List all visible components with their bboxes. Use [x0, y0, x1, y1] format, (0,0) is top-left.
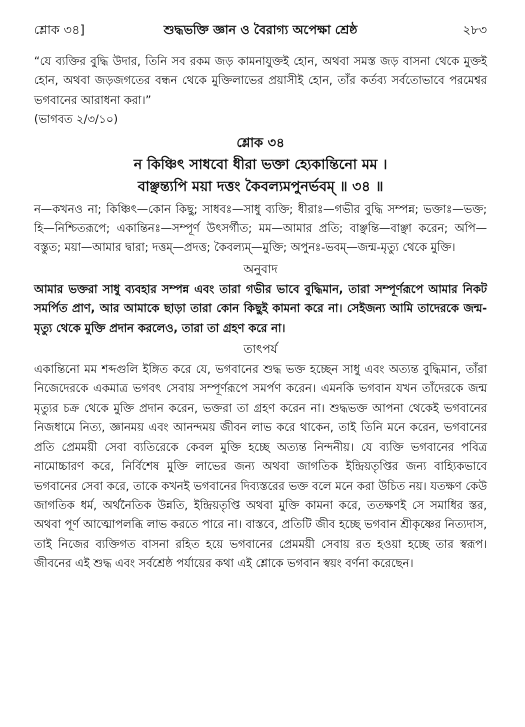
page-body	[34, 52, 487, 574]
word-for-word-synonyms: ন—কখনও না; কিঞ্চিৎ—কোন কিছু; সাধবঃ—সাধু ব্যক্তি; ধীরাঃ—গভীর বুদ্ধি সম্পন্ন; ভক্তাঃ—ভক্ত; হি—নিশ্চিতরূপে; একান্তিনঃ—সম্পূর্ণ উৎসর্গীত; মম—আমার প্রতি; বাঞ্ছন্তি—বাঞ্ছা করেন; অপি—বস্তুত; ময়া—আমার দ্বারা; দত্তম্—প্রদত্ত; কৈবল্যম্—মুক্তি; অপুনঃ-ভবম্—জন্ম-মৃত্যু থেকে মুক্তি।	[34, 201, 487, 255]
verse-number: শ্লোক ৩৪	[236, 135, 285, 151]
purport-text: একান্তিনো মম শব্দগুলি ইঙ্গিত করে যে, ভগবানের শুদ্ধ ভক্ত হচ্ছেন সাধু এবং অত্যন্ত বুদ্ধিমান, তাঁরা নিজেদেরকে একমাত্র ভগবৎ সেবায় সম্পূর্ণরূপে সমর্পণ করেন। এমনকি ভগবান যখন তাঁদেরকে জন্ম মৃত্যুর চক্র থেকে মুক্তি প্রদান করেন, ভক্তরা তা গ্রহণ করেন না। শুদ্ধভক্ত আপনা থেকেই ভগবানের নিজধামে নিত্য, জ্ঞানময় এবং আনন্দময় জীবন লাভ করে থাকেন, তাই তিনি মনে করেন, ভগবানের প্রতি প্রেমময়ী সেবা ব্যতিরেকে কেবল মুক্তি হচ্ছে অত্যন্ত নিন্দনীয়। যে ব্যক্তি ভগবানের পবিত্র নামোচ্চারণ করে, নির্বিশেষ মুক্তি লাভের জন্য অথবা জাগতিক ইন্দ্রিয়তৃপ্তির জন্য বাহ্যিকভাবে ভগবানের সেবা করে, তাকে কখনই ভগবানের দিব্যস্তরের ভক্ত বলে মনে করা উচিত নয়। যতক্ষণ কেউ জাগতিক ধর্ম, অর্থনৈতিক উন্নতি, ইন্দ্রিয়তৃপ্তি অথবা মুক্তি কামনা করে, ততক্ষণই সে সমাধির স্তর, অথবা পূর্ণ আত্মোপলব্ধি লাভ করতে পারে না। বাস্তবে, প্রতিটি জীব হচ্ছে ভগবান শ্রীকৃষ্ণের নিত্যদাস, তাই নিজের ব্যক্তিগত বাসনা রহিত হয়ে ভগবানের প্রেমময়ী সেবায় রত হওয়া হচ্ছে তার স্বরূপ। জীবনের এই শুদ্ধ এবং সর্বশ্রেষ্ঠ পর্যায়ের কথা এই শ্লোকে ভগবান স্বয়ং বর্ণনা করেছেন।	[34, 362, 487, 571]
header-verse-ref: শ্লোক ৩৪]	[34, 22, 85, 37]
translation-heading: অনুবাদ	[243, 261, 278, 276]
translation-text: আমার ভক্তরা সাধু ব্যবহার সম্পন্ন এবং তারা গভীর ভাবে বুদ্ধিমান, তারা সম্পূর্ণরূপে আমার নিকট সমর্পিত প্রাণ, আর আমাকে ছাড়া তারা কোন কিছুই কামনা করে না। সেইজন্য আমি তাদেরকে জন্ম-মৃত্যু থেকে মুক্তি প্রদান করলেও, তারা তা গ্রহণ করে না।	[34, 281, 487, 335]
quote-text: “যে ব্যক্তির বুদ্ধি উদার, তিনি সব রকম জড় কামনাযুক্তই হোন, অথবা সমস্ত জড় বাসনা থেকে মুক্তই হোন, অথবা জড়জগতের বন্ধন থেকে মুক্তিলাভের প্রয়াসীই হোন, তাঁর কর্তব্য সর্বতোভাবে পরমেশ্বর ভগবানের আরাধনা করা।”	[34, 54, 487, 107]
verse-line-1: ন কিঞ্চিৎ সাধবো ধীরা ভক্তা হ্যেকান্তিনো মম ।	[133, 156, 388, 173]
header-chapter-title: শুদ্ধভক্তি জ্ঞান ও বৈরাগ্য অপেক্ষা শ্রেষ্ঠ	[163, 22, 358, 37]
quote-reference: (ভাগবত ২/৩/১০)	[34, 112, 118, 127]
purport-heading: তাৎপর্য	[243, 342, 278, 357]
page-number: ২৮৩	[462, 22, 487, 37]
verse-line-2: বাঞ্ছন্ত্যপি ময়া দত্তং কৈবল্যমপুনর্ভবম্ ॥ ৩৪ ॥	[137, 178, 384, 195]
running-header	[34, 22, 487, 42]
